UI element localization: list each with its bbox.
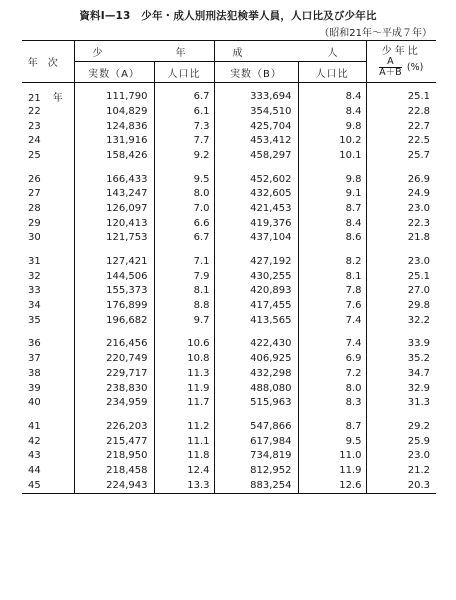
juvenile-pop-ratio-cell: 9.2 — [154, 148, 214, 163]
spacer-cell — [214, 410, 298, 419]
juvenile-ratio-cell: 31.3 — [407, 397, 430, 409]
juvenile-pop-ratio-cell: 7.3 — [154, 119, 214, 134]
year-value: 23 — [28, 120, 41, 132]
spacer-cell — [74, 245, 154, 254]
adult-pop-ratio-cell: 11.9 — [298, 463, 366, 478]
actual-b-header: 実数（B） — [214, 62, 298, 83]
spacer-cell — [298, 328, 366, 337]
year-value: 44 — [28, 464, 41, 476]
table-row — [22, 284, 436, 299]
juvenile-ratio-cell: 22.8 — [407, 105, 430, 117]
year-value: 39 — [28, 382, 41, 394]
ratio-numerator: A — [379, 57, 402, 68]
year-cell — [22, 269, 74, 284]
spacer-cell — [366, 163, 436, 172]
juvenile-pop-ratio-cell: 10.6 — [154, 337, 214, 352]
juvenile-pop-ratio-cell: 7.9 — [154, 269, 214, 284]
adult-pop-ratio-cell: 8.4 — [298, 104, 366, 119]
table-row — [22, 83, 436, 105]
spacer-cell — [154, 245, 214, 254]
table-row — [22, 201, 436, 216]
adult-pop-ratio-cell: 7.4 — [298, 337, 366, 352]
year-value: 34 — [28, 300, 41, 312]
year-cell — [22, 119, 74, 134]
adult-pop-ratio-cell: 9.5 — [298, 434, 366, 449]
table-row — [22, 298, 436, 313]
spacer-cell — [366, 328, 436, 337]
year-value: 31 — [28, 256, 41, 268]
adult-pop-ratio-cell: 7.2 — [298, 366, 366, 381]
juvenile-ratio-cell: 25.1 — [407, 91, 430, 102]
spacer-cell — [22, 245, 74, 254]
group-spacer — [22, 163, 436, 172]
year-value: 26 — [28, 173, 41, 185]
year-value: 27 — [28, 188, 41, 200]
table-row — [22, 366, 436, 381]
adult-actual-cell: 333,694 — [214, 83, 298, 105]
juvenile-ratio-cell: 32.2 — [407, 314, 430, 326]
year-value: 33 — [28, 285, 41, 297]
juvenile-actual-cell: 218,950 — [74, 448, 154, 463]
juvenile-pop-ratio-cell: 8.8 — [154, 298, 214, 313]
juvenile-actual-cell: 238,830 — [74, 381, 154, 396]
group-spacer — [22, 328, 436, 337]
year-value: 43 — [28, 450, 41, 462]
year-cell — [22, 395, 74, 410]
year-cell — [22, 172, 74, 187]
adult-pop-ratio-cell: 11.0 — [298, 448, 366, 463]
juvenile-ratio-cell: 24.9 — [407, 188, 430, 200]
juvenile-pop-ratio-cell: 8.1 — [154, 284, 214, 299]
spacer-cell — [22, 410, 74, 419]
ratio-fraction — [379, 57, 402, 78]
juvenile-pop-ratio-cell: 7.0 — [154, 201, 214, 216]
adult-pop-ratio-cell: 8.7 — [298, 201, 366, 216]
table-row — [22, 172, 436, 187]
adult-pop-ratio-cell: 8.4 — [298, 216, 366, 231]
juvenile-pop-ratio-cell: 6.7 — [154, 83, 214, 105]
juvenile-label-right: 年 — [175, 47, 186, 59]
year-value: 25 — [28, 149, 41, 161]
group-spacer — [22, 410, 436, 419]
adult-label-left: 成 — [232, 47, 243, 59]
year-value: 24 — [28, 135, 41, 147]
juvenile-ratio-cell: 27.0 — [407, 285, 430, 297]
adult-pop-ratio-cell: 7.6 — [298, 298, 366, 313]
year-value: 40 — [28, 397, 41, 409]
table-row — [22, 337, 436, 352]
adult-pop-ratio-cell: 9.1 — [298, 186, 366, 201]
juvenile-actual-cell: 224,943 — [74, 478, 154, 493]
year-value: 45 — [28, 479, 41, 491]
table-row — [22, 254, 436, 269]
adult-pop-ratio-cell: 8.2 — [298, 254, 366, 269]
adult-pop-ratio-cell: 8.1 — [298, 269, 366, 284]
juvenile-actual-cell: 121,753 — [74, 231, 154, 246]
juvenile-actual-cell: 166,433 — [74, 172, 154, 187]
adult-actual-cell: 515,963 — [214, 395, 298, 410]
juvenile-group-header — [74, 41, 214, 62]
spacer-cell — [298, 410, 366, 419]
juvenile-pop-ratio-cell: 11.2 — [154, 419, 214, 434]
table-row — [22, 216, 436, 231]
juvenile-ratio-cell: 23.0 — [407, 450, 430, 462]
adult-label-right: 人 — [327, 47, 338, 59]
table-row — [22, 395, 436, 410]
adult-actual-cell: 883,254 — [214, 478, 298, 493]
adult-actual-cell: 422,430 — [214, 337, 298, 352]
year-value: 35 — [28, 314, 41, 326]
statistics-table — [22, 40, 436, 494]
actual-a-header: 実数（A） — [74, 62, 154, 83]
year-value: 21 — [28, 93, 41, 104]
table-row — [22, 313, 436, 328]
adult-group-header — [214, 41, 366, 62]
spacer-cell — [154, 410, 214, 419]
adult-pop-ratio-cell: 8.3 — [298, 395, 366, 410]
year-suffix: 年 — [52, 93, 63, 104]
year-cell — [22, 419, 74, 434]
juvenile-pop-ratio-cell: 13.3 — [154, 478, 214, 493]
year-column-header: 年次 — [22, 41, 74, 83]
adult-actual-cell: 453,412 — [214, 133, 298, 148]
adult-pop-ratio-cell: 6.9 — [298, 351, 366, 366]
juvenile-pop-ratio-cell: 7.7 — [154, 133, 214, 148]
juvenile-actual-cell: 176,899 — [74, 298, 154, 313]
adult-actual-cell: 419,376 — [214, 216, 298, 231]
juvenile-ratio-cell: 23.0 — [407, 256, 430, 268]
adult-actual-cell: 425,704 — [214, 119, 298, 134]
juvenile-pop-ratio-cell: 8.0 — [154, 186, 214, 201]
juvenile-actual-cell: 120,413 — [74, 216, 154, 231]
year-cell — [22, 284, 74, 299]
juvenile-ratio-cell: 25.1 — [407, 270, 430, 282]
juvenile-pop-ratio-cell: 11.9 — [154, 381, 214, 396]
year-cell — [22, 478, 74, 493]
juvenile-ratio-cell: 25.7 — [407, 149, 430, 161]
juvenile-pop-ratio-cell: 6.7 — [154, 231, 214, 246]
year-cell — [22, 104, 74, 119]
juvenile-pop-ratio-cell: 11.7 — [154, 395, 214, 410]
group-spacer — [22, 245, 436, 254]
year-value: 42 — [28, 435, 41, 447]
year-value: 37 — [28, 353, 41, 365]
juvenile-actual-cell: 234,959 — [74, 395, 154, 410]
adult-pop-ratio-cell: 8.7 — [298, 419, 366, 434]
juvenile-pop-ratio-cell: 6.6 — [154, 216, 214, 231]
adult-pop-ratio-cell: 9.8 — [298, 119, 366, 134]
year-cell — [22, 148, 74, 163]
spacer-cell — [214, 328, 298, 337]
juvenile-pop-ratio-cell: 9.5 — [154, 172, 214, 187]
juvenile-ratio-cell: 34.7 — [407, 367, 430, 379]
juvenile-actual-cell: 143,247 — [74, 186, 154, 201]
spacer-cell — [22, 328, 74, 337]
spacer-cell — [74, 410, 154, 419]
adult-pop-ratio-cell: 7.8 — [298, 284, 366, 299]
table-title: 資料Ⅰ—13 少年・成人別刑法犯検挙人員，人口比及び少年比 — [79, 10, 377, 22]
juvenile-pop-ratio-cell: 7.1 — [154, 254, 214, 269]
year-value: 29 — [28, 217, 41, 229]
adult-actual-cell: 488,080 — [214, 381, 298, 396]
adult-actual-cell: 458,297 — [214, 148, 298, 163]
juvenile-ratio-cell: 29.2 — [407, 420, 430, 432]
adult-actual-cell: 413,565 — [214, 313, 298, 328]
juvenile-pop-ratio-cell: 11.1 — [154, 434, 214, 449]
adult-actual-cell: 547,866 — [214, 419, 298, 434]
table-row — [22, 133, 436, 148]
adult-actual-cell: 420,893 — [214, 284, 298, 299]
year-value: 28 — [28, 202, 41, 214]
table-row — [22, 231, 436, 246]
juvenile-pop-ratio-cell: 6.1 — [154, 104, 214, 119]
adult-actual-cell: 406,925 — [214, 351, 298, 366]
adult-actual-cell: 734,819 — [214, 448, 298, 463]
year-cell — [22, 298, 74, 313]
table-row — [22, 419, 436, 434]
adult-pop-ratio-cell: 8.4 — [298, 83, 366, 105]
juvenile-ratio-cell: 22.3 — [407, 217, 430, 229]
adult-pop-ratio-cell: 10.1 — [298, 148, 366, 163]
adult-actual-cell: 354,510 — [214, 104, 298, 119]
adult-actual-cell: 432,605 — [214, 186, 298, 201]
adult-pop-ratio-cell: 7.4 — [298, 313, 366, 328]
juvenile-ratio-cell: 35.2 — [407, 353, 430, 365]
year-cell — [22, 186, 74, 201]
year-cell — [22, 313, 74, 328]
adult-pop-ratio-cell: 8.6 — [298, 231, 366, 246]
juvenile-ratio-cell: 21.8 — [407, 232, 430, 244]
table-row — [22, 104, 436, 119]
adult-pop-ratio-cell: 8.0 — [298, 381, 366, 396]
year-cell — [22, 83, 74, 105]
spacer-cell — [74, 163, 154, 172]
ratio-unit: (%) — [406, 61, 424, 73]
year-value: 36 — [28, 338, 41, 350]
adult-actual-cell: 617,984 — [214, 434, 298, 449]
table-row — [22, 269, 436, 284]
year-value: 22 — [28, 105, 41, 117]
spacer-cell — [366, 245, 436, 254]
juvenile-actual-cell: 226,203 — [74, 419, 154, 434]
juvenile-actual-cell: 229,717 — [74, 366, 154, 381]
table-subtitle: （昭和21年〜平成７年） — [319, 28, 432, 39]
year-cell — [22, 351, 74, 366]
table-row — [22, 434, 436, 449]
adult-actual-cell: 432,298 — [214, 366, 298, 381]
adult-actual-cell: 452,602 — [214, 172, 298, 187]
year-value: 32 — [28, 270, 41, 282]
juvenile-actual-cell: 111,790 — [74, 83, 154, 105]
juvenile-actual-cell: 104,829 — [74, 104, 154, 119]
year-cell — [22, 254, 74, 269]
juvenile-actual-cell: 155,373 — [74, 284, 154, 299]
juvenile-ratio-label: 少年比 — [381, 45, 421, 57]
juvenile-actual-cell: 215,477 — [74, 434, 154, 449]
juvenile-actual-cell: 124,836 — [74, 119, 154, 134]
juvenile-ratio-cell: 21.2 — [407, 464, 430, 476]
juvenile-pop-ratio-cell: 9.7 — [154, 313, 214, 328]
year-value: 30 — [28, 232, 41, 244]
pop-ratio-a-header: 人口比 — [154, 62, 214, 83]
juvenile-pop-ratio-cell: 11.3 — [154, 366, 214, 381]
juvenile-ratio-cell: 33.9 — [407, 338, 430, 350]
table-row — [22, 478, 436, 493]
table-body — [22, 83, 436, 494]
juvenile-ratio-cell: 29.8 — [407, 300, 430, 312]
adult-actual-cell: 427,192 — [214, 254, 298, 269]
juvenile-ratio-cell: 22.5 — [407, 135, 430, 147]
year-cell — [22, 201, 74, 216]
year-cell — [22, 216, 74, 231]
adult-pop-ratio-cell: 9.8 — [298, 172, 366, 187]
juvenile-actual-cell: 127,421 — [74, 254, 154, 269]
table-row — [22, 463, 436, 478]
year-cell — [22, 231, 74, 246]
year-cell — [22, 381, 74, 396]
spacer-cell — [366, 410, 436, 419]
table-row — [22, 119, 436, 134]
table-row — [22, 186, 436, 201]
juvenile-label-left: 少 — [92, 47, 103, 59]
juvenile-actual-cell: 218,458 — [74, 463, 154, 478]
year-cell — [22, 133, 74, 148]
juvenile-actual-cell: 126,097 — [74, 201, 154, 216]
table-row — [22, 381, 436, 396]
juvenile-actual-cell: 196,682 — [74, 313, 154, 328]
juvenile-ratio-cell: 20.3 — [366, 478, 436, 493]
year-cell — [22, 434, 74, 449]
table-row — [22, 448, 436, 463]
juvenile-actual-cell: 131,916 — [74, 133, 154, 148]
juvenile-pop-ratio-cell: 10.8 — [154, 351, 214, 366]
year-cell — [22, 337, 74, 352]
adult-pop-ratio-cell: 12.6 — [298, 478, 366, 493]
adult-pop-ratio-cell: 10.2 — [298, 133, 366, 148]
juvenile-actual-cell: 158,426 — [74, 148, 154, 163]
spacer-cell — [214, 163, 298, 172]
year-value: 41 — [28, 420, 41, 432]
spacer-cell — [214, 245, 298, 254]
year-cell — [22, 366, 74, 381]
table-row — [22, 148, 436, 163]
year-value: 38 — [28, 367, 41, 379]
spacer-cell — [22, 163, 74, 172]
spacer-cell — [154, 163, 214, 172]
spacer-cell — [298, 163, 366, 172]
spacer-cell — [298, 245, 366, 254]
juvenile-actual-cell: 144,506 — [74, 269, 154, 284]
adult-actual-cell: 421,453 — [214, 201, 298, 216]
juvenile-actual-cell: 216,456 — [74, 337, 154, 352]
table-row — [22, 351, 436, 366]
ratio-denominator: A＋B — [379, 66, 402, 78]
year-cell — [22, 463, 74, 478]
spacer-cell — [154, 328, 214, 337]
juvenile-ratio-header — [366, 41, 436, 83]
pop-ratio-b-header: 人口比 — [298, 62, 366, 83]
year-cell — [22, 448, 74, 463]
juvenile-pop-ratio-cell: 11.8 — [154, 448, 214, 463]
juvenile-actual-cell: 220,749 — [74, 351, 154, 366]
adult-actual-cell: 437,104 — [214, 231, 298, 246]
adult-actual-cell: 812,952 — [214, 463, 298, 478]
juvenile-ratio-cell: 22.7 — [407, 120, 430, 132]
juvenile-ratio-cell: 25.9 — [407, 435, 430, 447]
adult-actual-cell: 417,455 — [214, 298, 298, 313]
adult-actual-cell: 430,255 — [214, 269, 298, 284]
juvenile-ratio-cell: 26.9 — [407, 173, 430, 185]
juvenile-ratio-cell: 23.0 — [407, 202, 430, 214]
juvenile-pop-ratio-cell: 12.4 — [154, 463, 214, 478]
spacer-cell — [74, 328, 154, 337]
juvenile-ratio-cell: 32.9 — [407, 382, 430, 394]
